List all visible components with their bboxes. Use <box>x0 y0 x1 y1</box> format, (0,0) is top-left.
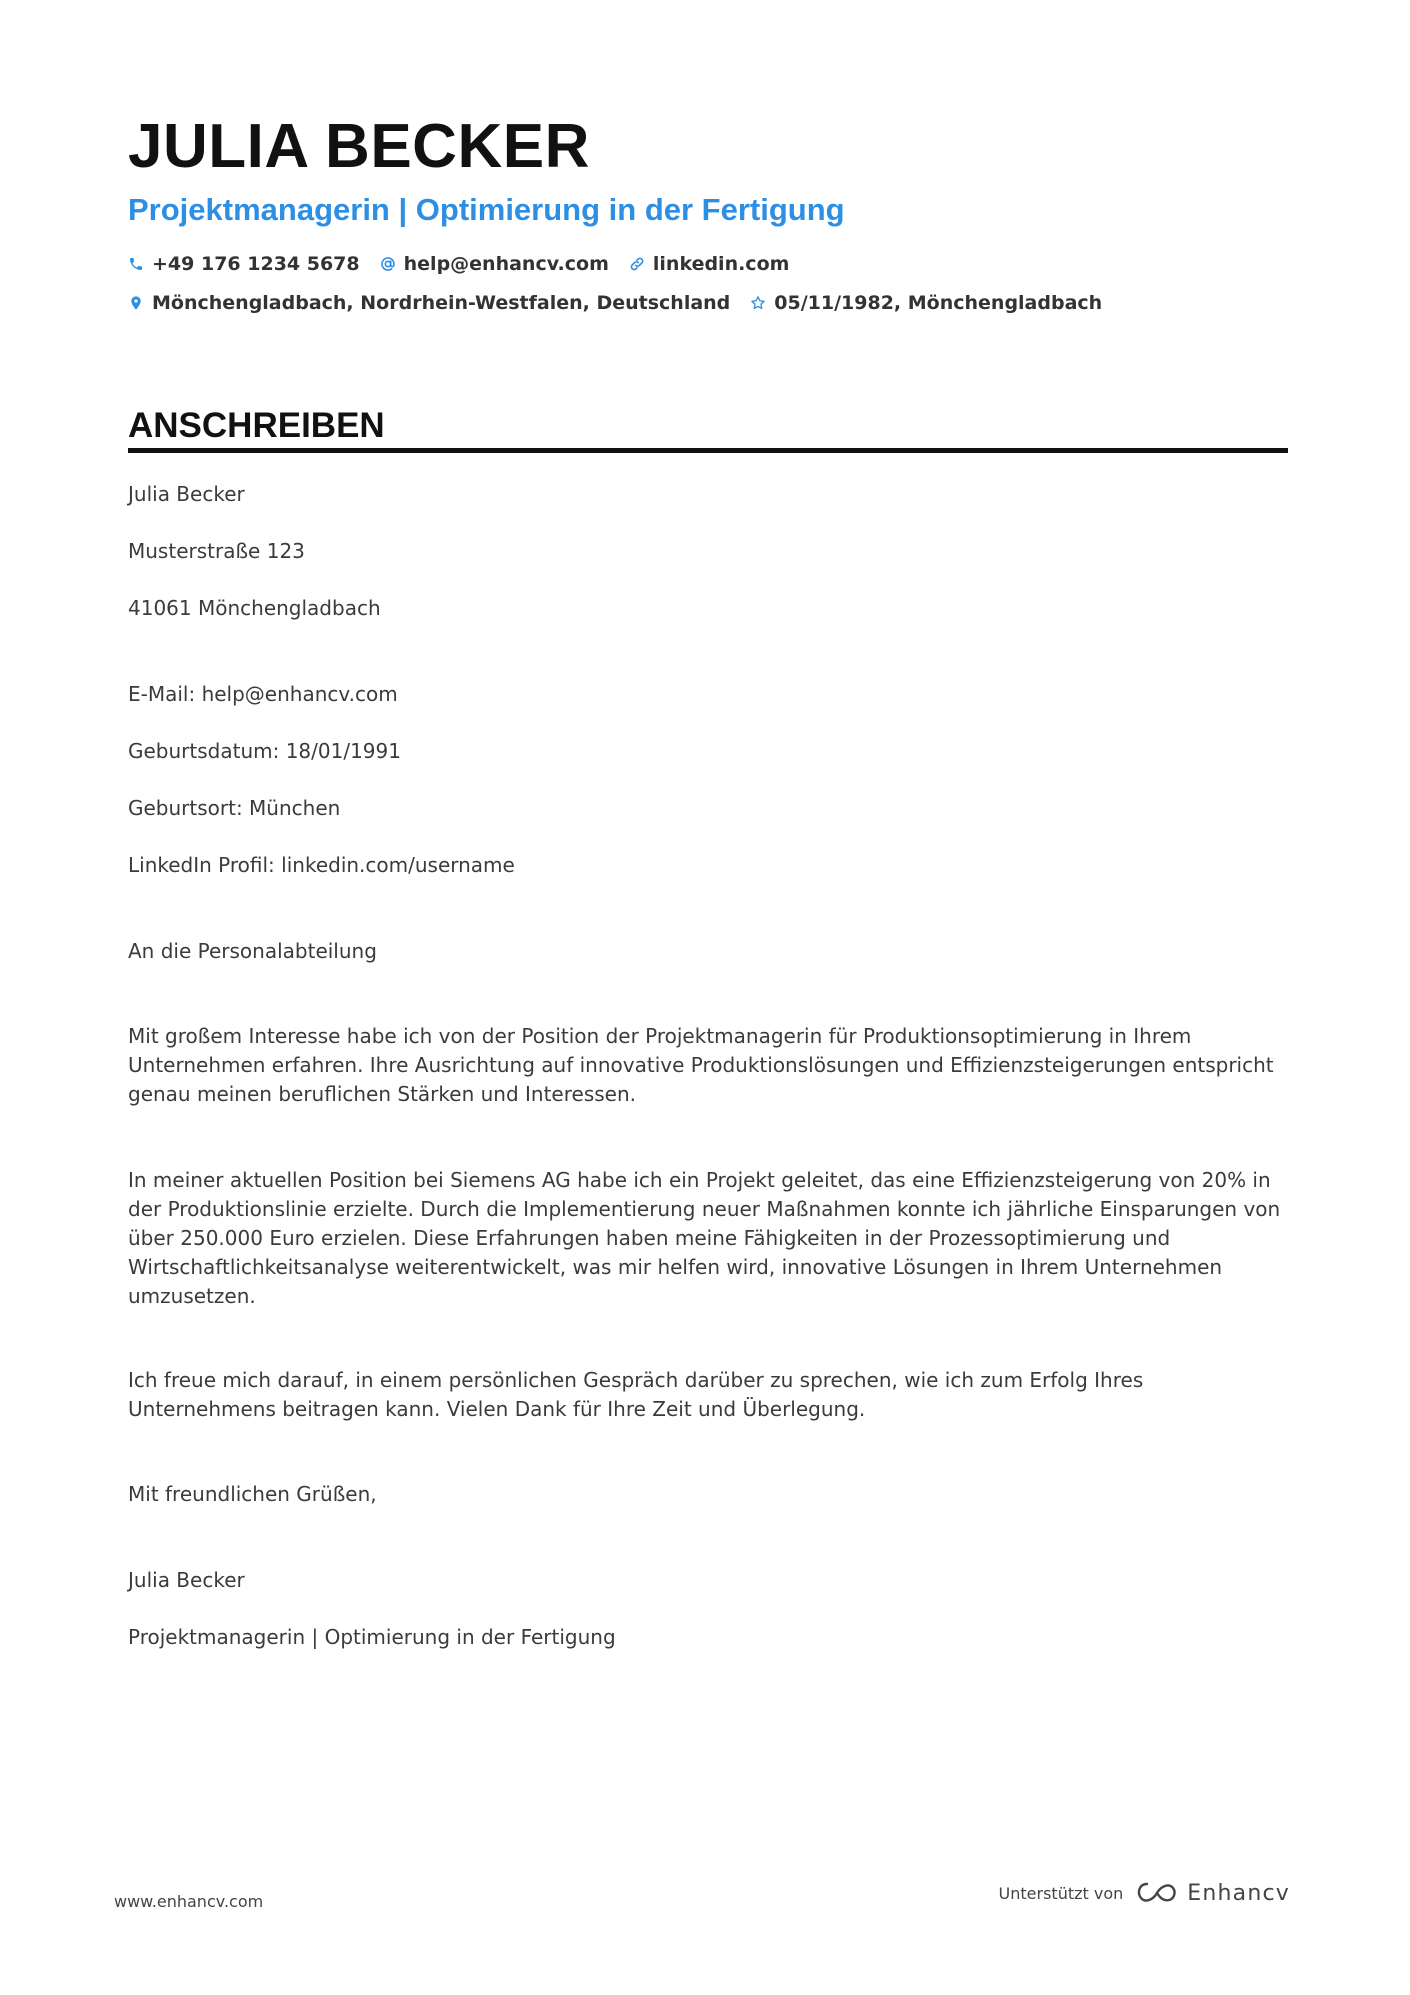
candidate-name: JULIA BECKER <box>128 112 590 181</box>
sender-linkedin: LinkedIn Profil: linkedin.com/username <box>128 853 515 877</box>
powered-by-text: Unterstützt von <box>998 1883 1124 1903</box>
linkedin-contact[interactable] <box>629 253 790 275</box>
paragraph-2: In meiner aktuellen Position bei Siemens AG habe ich ein Projekt geleitet, das eine Effizienzsteigerung von 20% in der Produktionslinie erzielte. Durch die Implementierung neuer Maßnahmen konnte ich jährliche Einsparungen von über 250.000 Euro erzielen. Diese Erfahrungen haben meine Fähigkeiten in der Prozessoptimierung und Wirtschaftlichkeitsanalyse weiterentwickelt, was mir helfen wird, innovative Lösungen in Ihrem Unternehmen umzusetzen. <box>128 1168 1281 1308</box>
birth-contact <box>750 292 1102 314</box>
email-text: help@enhancv.com <box>403 253 609 275</box>
sender-birthdate: Geburtsdatum: 18/01/1991 <box>128 739 401 763</box>
sender-name: Julia Becker <box>128 482 245 506</box>
footer-url[interactable]: www.enhancv.com <box>114 1892 264 1911</box>
linkedin-text: linkedin.com <box>652 253 790 275</box>
paragraph-3: Ich freue mich darauf, in einem persönlichen Gespräch darüber zu sprechen, wie ich zum Erfolg Ihres Unternehmens beitragen kann. Vielen Dank für Ihre Zeit und Überlegung. <box>128 1368 1144 1421</box>
birth-text: 05/11/1982, Mönchengladbach <box>774 292 1103 314</box>
enhancv-logo-icon <box>1135 1880 1179 1906</box>
sender-birthplace: Geburtsort: München <box>128 796 341 820</box>
star-icon <box>750 295 766 311</box>
paragraph-1: Mit großem Interesse habe ich von der Position der Projektmanagerin für Produktionsoptimierung in Ihrem Unternehmen erfahren. Ihre Ausrichtung auf innovative Produktionslösungen und Effizienzsteigerungen entspricht genau meinen beruflichen Stärken und Interessen. <box>128 1024 1274 1106</box>
contact-row-2 <box>128 292 1122 314</box>
phone-contact[interactable] <box>128 253 360 275</box>
candidate-title: Projektmanagerin | Optimierung in der Fertigung <box>128 192 845 227</box>
email-contact[interactable] <box>380 253 609 275</box>
signature-title: Projektmanagerin | Optimierung in der Fertigung <box>128 1625 616 1649</box>
signature-name: Julia Becker <box>128 1568 245 1592</box>
sender-email: E-Mail: help@enhancv.com <box>128 682 398 706</box>
recipient-line: An die Personalabteilung <box>128 939 377 963</box>
closing: Mit freundlichen Grüßen, <box>128 1482 377 1506</box>
link-icon <box>629 256 645 272</box>
section-divider <box>128 448 1288 453</box>
enhancv-logo-text: Enhancv <box>1187 1880 1290 1906</box>
section-title: ANSCHREIBEN <box>128 406 385 445</box>
sender-city: 41061 Mönchengladbach <box>128 596 381 620</box>
contact-row-1 <box>128 253 809 275</box>
at-icon <box>380 256 396 272</box>
sender-street: Musterstraße 123 <box>128 539 305 563</box>
location-contact <box>128 292 730 314</box>
phone-icon <box>128 256 144 272</box>
phone-text: +49 176 1234 5678 <box>152 253 360 275</box>
location-text: Mönchengladbach, Nordrhein-Westfalen, Deutschland <box>152 292 731 314</box>
location-pin-icon <box>128 295 144 311</box>
footer-brand[interactable] <box>999 1880 1290 1906</box>
